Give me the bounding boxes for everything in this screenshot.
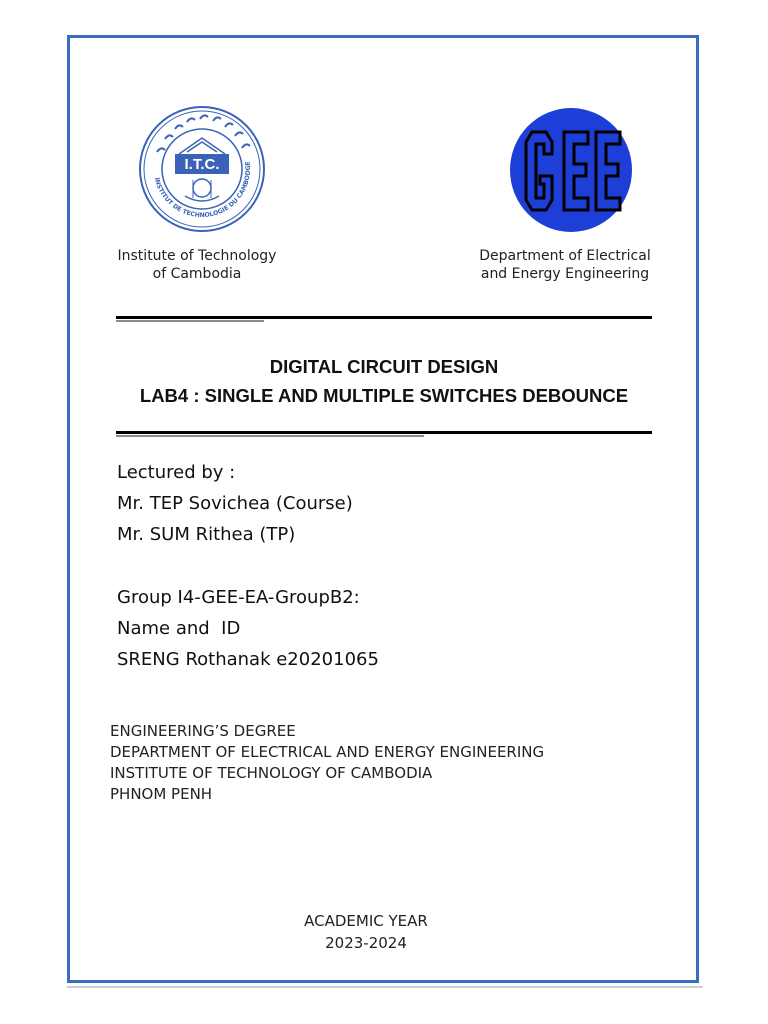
- itc-logo: [137, 104, 267, 234]
- degree-line: INSTITUTE OF TECHNOLOGY OF CAMBODIA: [110, 764, 433, 782]
- department-caption-line1: Department of Electrical: [479, 248, 651, 264]
- gee-logo-text: GEE: [569, 170, 573, 171]
- degree-block: [110, 721, 544, 805]
- top-divider-shadow: [116, 320, 264, 322]
- academic-year-value: 2023-2024: [325, 934, 407, 952]
- bottom-divider-shadow: [116, 435, 424, 437]
- department-caption-line2: and Energy Engineering: [480, 266, 650, 282]
- lab-title: LAB4 : SINGLE AND MULTIPLE SWITCHES DEBOUNCE: [139, 385, 629, 406]
- bottom-divider: [116, 431, 652, 434]
- seal-center-text: I.T.C.: [184, 156, 220, 173]
- degree-line: DEPARTMENT OF ELECTRICAL AND ENERGY ENGINEERING: [110, 743, 545, 761]
- group-member: SRENG Rothanak e20201065: [117, 649, 379, 670]
- group-header: Name and ID: [117, 618, 241, 639]
- degree-line: PHNOM PENH: [110, 785, 213, 803]
- department-caption: [470, 247, 660, 283]
- lecturer-item: Mr. SUM Rithea (TP): [117, 524, 296, 545]
- lecturer-item: Mr. TEP Sovichea (Course): [117, 493, 353, 514]
- page-border-shadow: [67, 986, 703, 988]
- gee-logo-icon: [508, 106, 634, 234]
- academic-year-block: [260, 910, 472, 954]
- group-block: [117, 582, 379, 675]
- institute-caption: [107, 247, 287, 283]
- course-title: DIGITAL CIRCUIT DESIGN: [269, 356, 499, 377]
- seal-ring-text: INSTITUT DE TECHNOLOGIE DU CAMBODGE: [152, 160, 253, 220]
- itc-seal-icon: [137, 104, 267, 234]
- institute-caption-line2: of Cambodia: [152, 266, 242, 282]
- group-name: Group I4-GEE-EA-GroupB2:: [117, 587, 360, 608]
- gee-logo: [508, 106, 634, 234]
- lecturers-heading: Lectured by :: [117, 462, 236, 483]
- academic-year-label: ACADEMIC YEAR: [304, 912, 428, 930]
- top-divider: [116, 316, 652, 319]
- degree-line: ENGINEERING’S DEGREE: [110, 722, 296, 740]
- lecturers-block: [117, 457, 353, 550]
- institute-caption-line1: Institute of Technology: [117, 248, 277, 264]
